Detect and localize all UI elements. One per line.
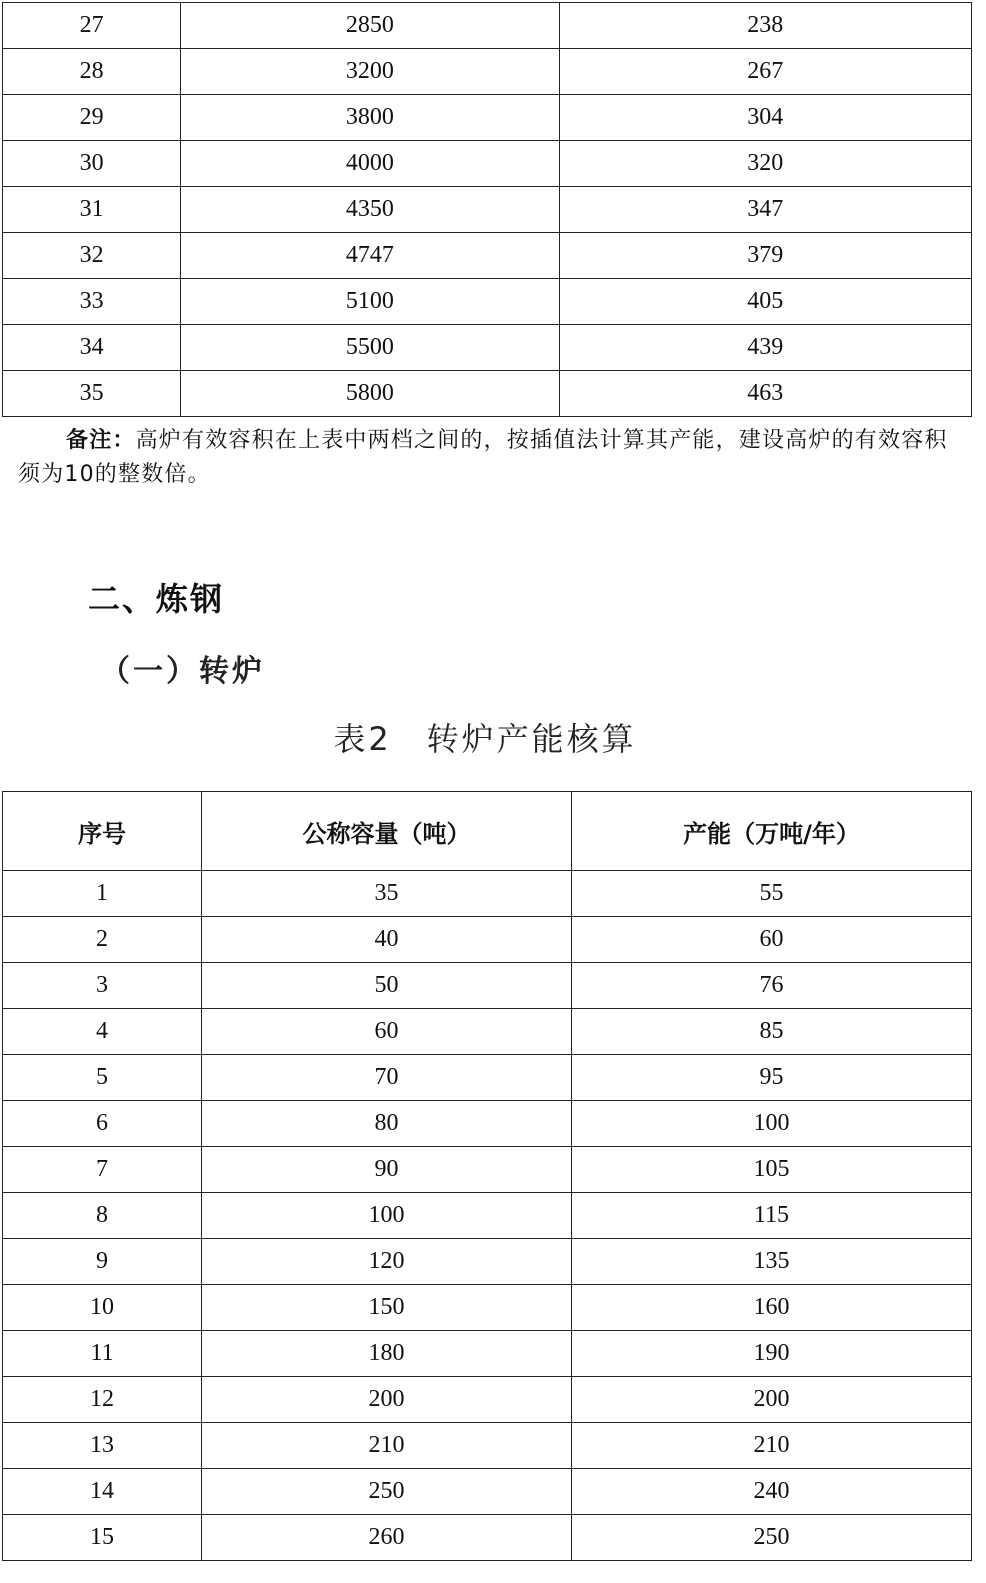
- effective-volume: 5100: [181, 279, 559, 325]
- capacity: 115: [571, 1193, 971, 1239]
- row-index: 9: [3, 1239, 202, 1285]
- capacity: 60: [571, 917, 971, 963]
- row-index: 32: [3, 233, 181, 279]
- nominal-capacity: 80: [202, 1101, 572, 1147]
- table-row: [3, 1285, 972, 1331]
- nominal-capacity: 35: [202, 871, 572, 917]
- capacity: 76: [571, 963, 971, 1009]
- nominal-capacity: 180: [202, 1331, 572, 1377]
- nominal-capacity: 210: [202, 1423, 572, 1469]
- row-index: 14: [3, 1469, 202, 1515]
- table-row: [3, 141, 972, 187]
- capacity: 250: [571, 1515, 971, 1561]
- effective-volume: 3800: [181, 95, 559, 141]
- capacity: 200: [571, 1377, 971, 1423]
- row-index: 1: [3, 871, 202, 917]
- capacity: 95: [571, 1055, 971, 1101]
- table-row: [3, 1515, 972, 1561]
- row-index: 8: [3, 1193, 202, 1239]
- capacity: 267: [559, 49, 971, 95]
- capacity: 304: [559, 95, 971, 141]
- table-row: [3, 1239, 972, 1285]
- column-header-capacity: 产能（万吨/年）: [571, 792, 971, 871]
- table-row: [3, 371, 972, 417]
- nominal-capacity: 150: [202, 1285, 572, 1331]
- column-header-nominal-capacity: 公称容量（吨）: [202, 792, 572, 871]
- effective-volume: 2850: [181, 3, 559, 49]
- nominal-capacity: 100: [202, 1193, 572, 1239]
- row-index: 6: [3, 1101, 202, 1147]
- capacity: 100: [571, 1101, 971, 1147]
- table-caption: 表2 转炉产能核算: [333, 720, 637, 758]
- capacity: 439: [559, 325, 971, 371]
- effective-volume: 4000: [181, 141, 559, 187]
- nominal-capacity: 250: [202, 1469, 572, 1515]
- blast-furnace-capacity-table-continued: [2, 2, 972, 417]
- row-index: 34: [3, 325, 181, 371]
- nominal-capacity: 50: [202, 963, 572, 1009]
- table-row: [3, 49, 972, 95]
- table-row: [3, 1423, 972, 1469]
- table-header-row: [3, 792, 972, 871]
- nominal-capacity: 260: [202, 1515, 572, 1561]
- nominal-capacity: 200: [202, 1377, 572, 1423]
- capacity: 379: [559, 233, 971, 279]
- row-index: 27: [3, 3, 181, 49]
- row-index: 7: [3, 1147, 202, 1193]
- row-index: 35: [3, 371, 181, 417]
- capacity: 320: [559, 141, 971, 187]
- table-row: [3, 1147, 972, 1193]
- table-row: [3, 1331, 972, 1377]
- capacity: 135: [571, 1239, 971, 1285]
- table-row: [3, 917, 972, 963]
- capacity: 240: [571, 1469, 971, 1515]
- row-index: 28: [3, 49, 181, 95]
- capacity: 210: [571, 1423, 971, 1469]
- table-row: [3, 871, 972, 917]
- nominal-capacity: 40: [202, 917, 572, 963]
- capacity: 347: [559, 187, 971, 233]
- row-index: 2: [3, 917, 202, 963]
- effective-volume: 3200: [181, 49, 559, 95]
- row-index: 11: [3, 1331, 202, 1377]
- capacity: 238: [559, 3, 971, 49]
- effective-volume: 5500: [181, 325, 559, 371]
- table-row: [3, 187, 972, 233]
- table-row: [3, 325, 972, 371]
- row-index: 33: [3, 279, 181, 325]
- table-row: [3, 1193, 972, 1239]
- effective-volume: 4747: [181, 233, 559, 279]
- table-row: [3, 1009, 972, 1055]
- row-index: 12: [3, 1377, 202, 1423]
- table-note: [18, 424, 968, 492]
- subsection-heading: （一）转炉: [100, 654, 265, 689]
- table-row: [3, 1101, 972, 1147]
- section-heading: 二、炼钢: [88, 580, 225, 618]
- capacity: 160: [571, 1285, 971, 1331]
- nominal-capacity: 90: [202, 1147, 572, 1193]
- row-index: 4: [3, 1009, 202, 1055]
- effective-volume: 4350: [181, 187, 559, 233]
- effective-volume: 5800: [181, 371, 559, 417]
- table-row: [3, 1469, 972, 1515]
- table-row: [3, 3, 972, 49]
- row-index: 10: [3, 1285, 202, 1331]
- capacity: 463: [559, 371, 971, 417]
- nominal-capacity: 60: [202, 1009, 572, 1055]
- table-row: [3, 1055, 972, 1101]
- converter-capacity-table: [2, 791, 972, 1561]
- capacity: 190: [571, 1331, 971, 1377]
- capacity: 85: [571, 1009, 971, 1055]
- table-row: [3, 963, 972, 1009]
- row-index: 3: [3, 963, 202, 1009]
- capacity: 55: [571, 871, 971, 917]
- table-row: [3, 95, 972, 141]
- note-label: 备注：: [66, 428, 136, 453]
- nominal-capacity: 70: [202, 1055, 572, 1101]
- row-index: 29: [3, 95, 181, 141]
- table-row: [3, 1377, 972, 1423]
- capacity: 405: [559, 279, 971, 325]
- table-row: [3, 233, 972, 279]
- row-index: 13: [3, 1423, 202, 1469]
- table-row: [3, 279, 972, 325]
- capacity: 105: [571, 1147, 971, 1193]
- note-text: 高炉有效容积在上表中两档之间的，按插值法计算其产能，建设高炉的有效容积须为10的整数倍。: [18, 428, 948, 487]
- column-header-index: 序号: [3, 792, 202, 871]
- row-index: 30: [3, 141, 181, 187]
- row-index: 15: [3, 1515, 202, 1561]
- row-index: 31: [3, 187, 181, 233]
- row-index: 5: [3, 1055, 202, 1101]
- nominal-capacity: 120: [202, 1239, 572, 1285]
